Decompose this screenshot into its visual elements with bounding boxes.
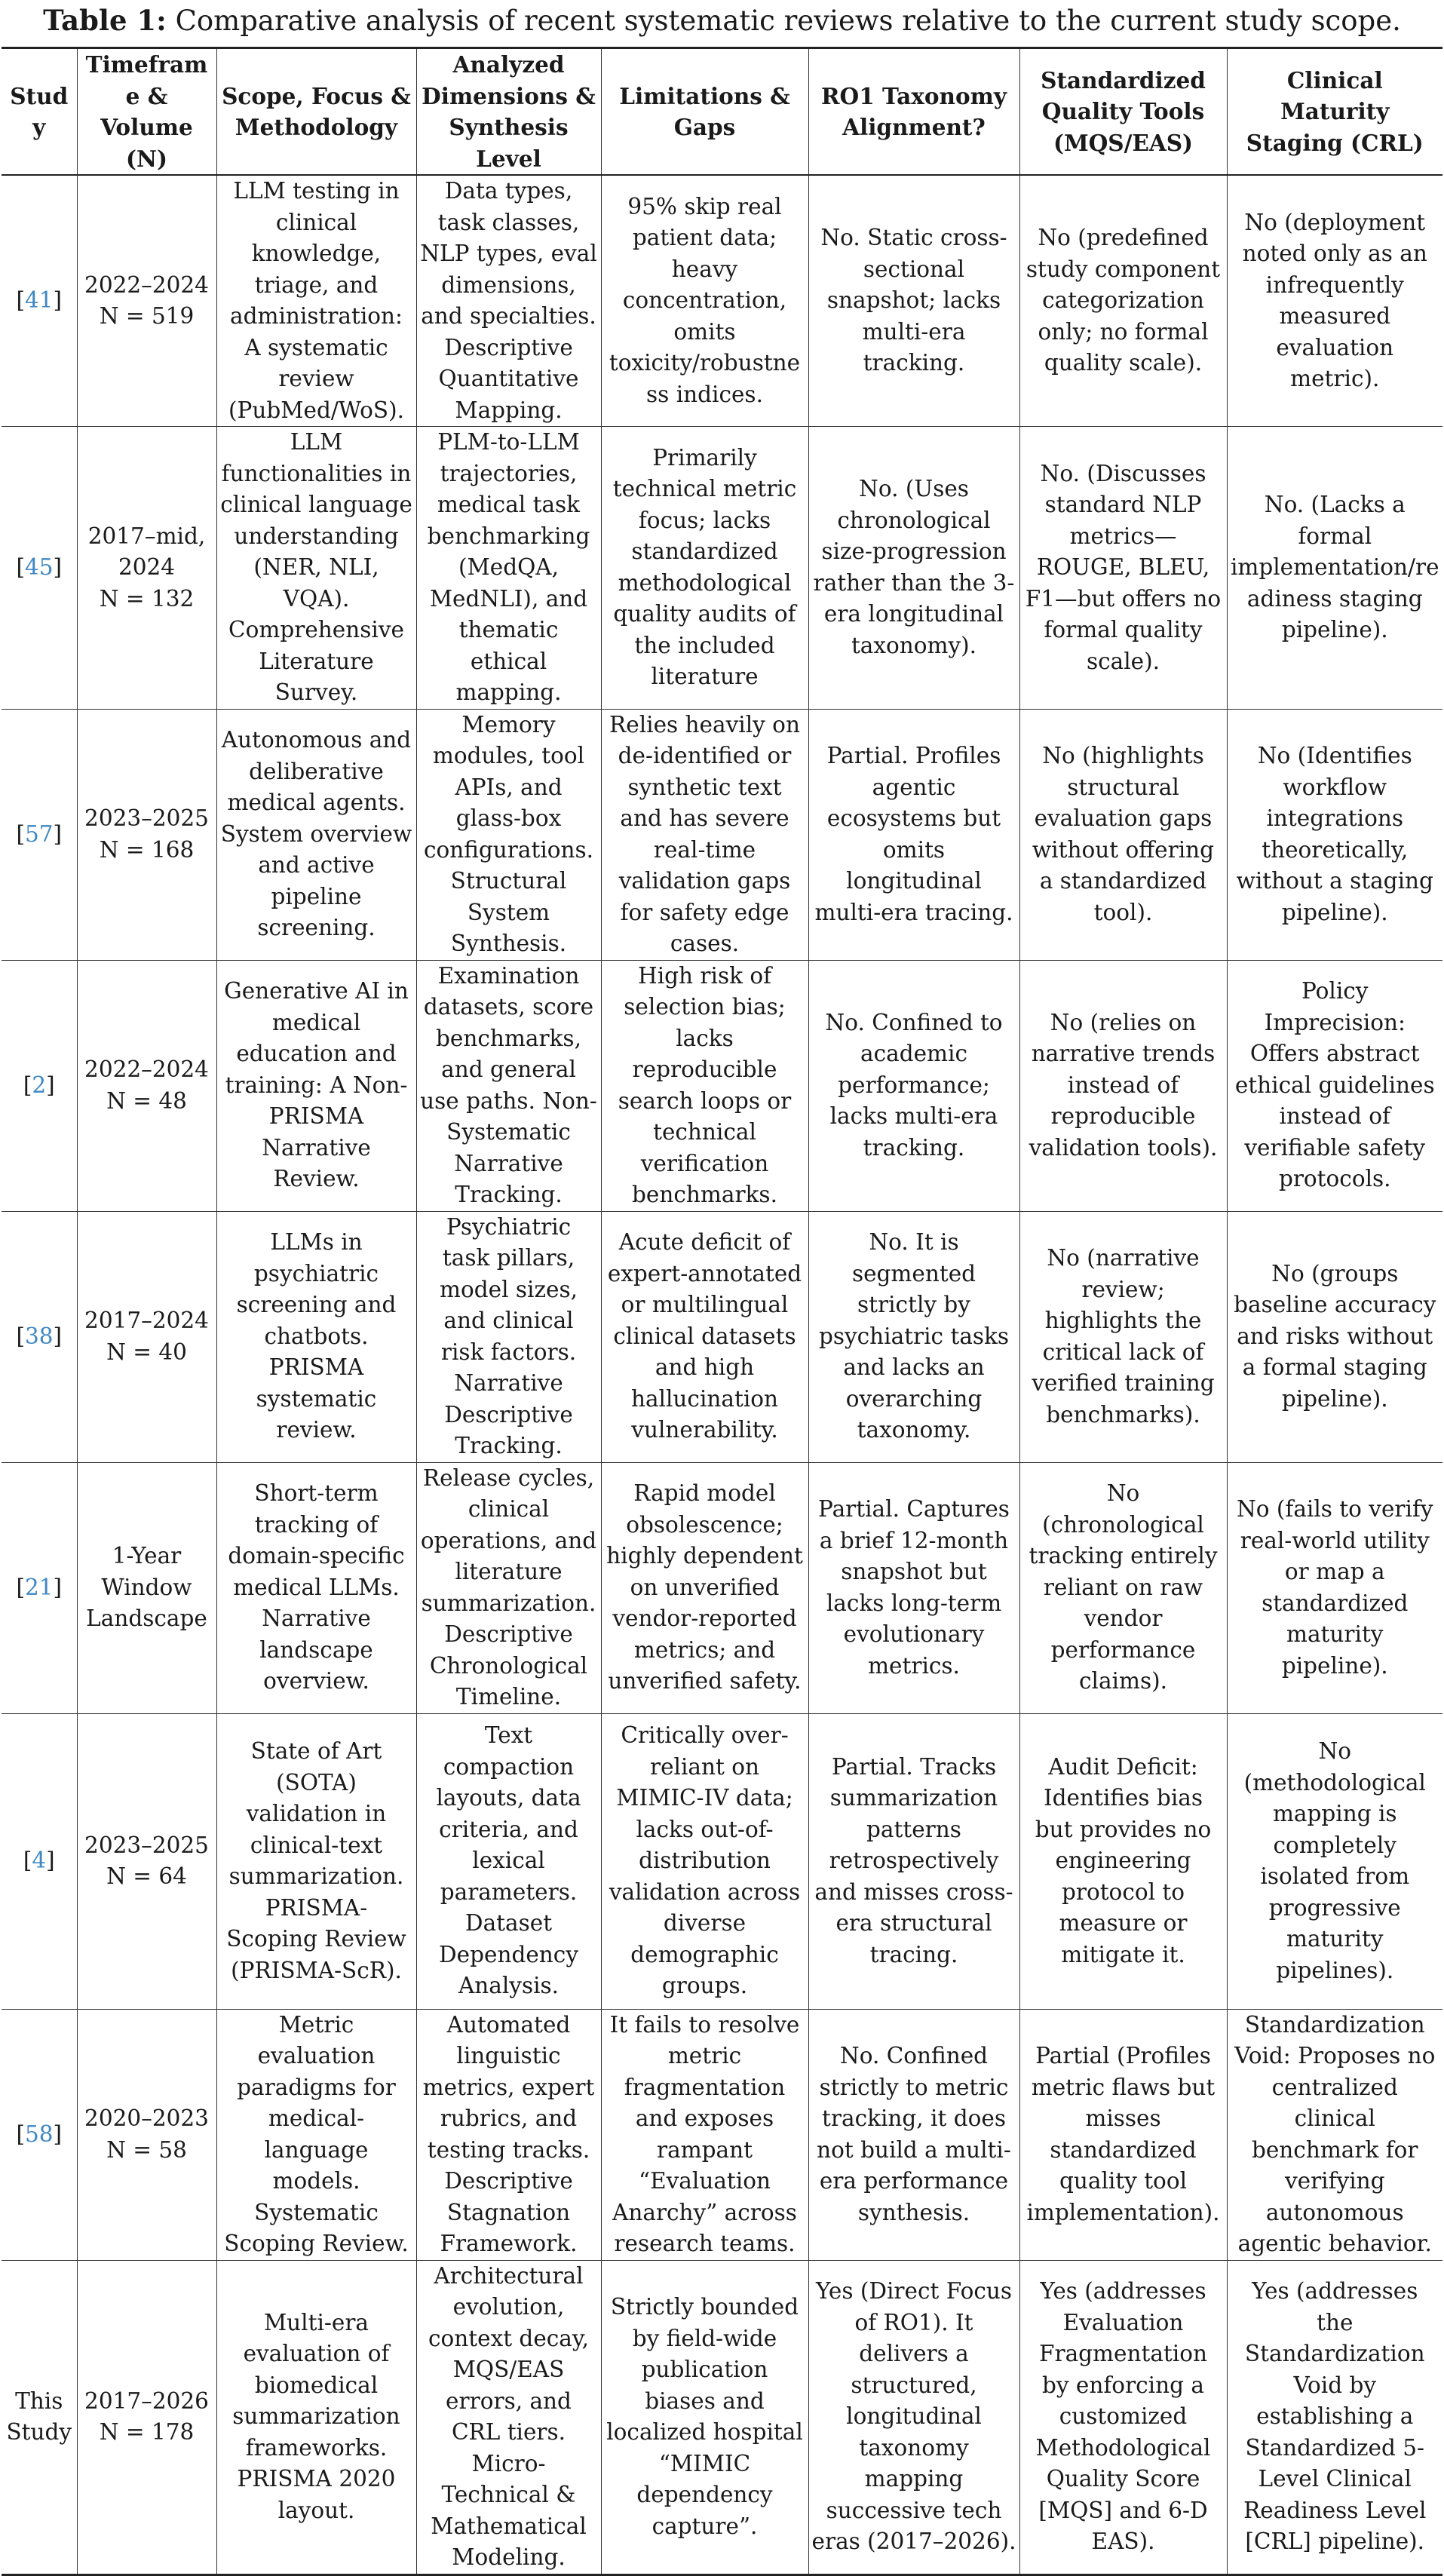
table-row <box>2 2009 1442 2260</box>
table-row <box>2 1211 1442 1462</box>
scope-cell: Multi-era evaluation of biomedical summarization frameworks. PRISMA 2020 layout. <box>216 2260 416 2574</box>
timeframe: 2017–2024 <box>84 1308 209 1333</box>
limitations-cell: 95% skip real patient data; heavy concentration, omits toxicity/robustness indices. <box>601 175 808 427</box>
timeframe-cell <box>77 709 216 960</box>
citation-link[interactable]: 2 <box>32 1072 47 1098</box>
table-row <box>2 709 1442 960</box>
column-header-maturity: Clinical Maturity Staging (CRL) <box>1227 48 1442 176</box>
dimensions-cell: Psychiatric task pillars, model sizes, and clinical risk factors. Narrative Descriptive Tracking. <box>416 1211 601 1462</box>
taxonomy-cell: Partial. Captures a brief 12-month snapshot but lacks long-term evolutionary metrics. <box>808 1462 1019 1713</box>
maturity-cell: No (Identifies workflow integrations theoretically, without a staging pipeline). <box>1227 709 1442 960</box>
timeframe-cell <box>77 175 216 427</box>
limitations-cell: Rapid model obsolescence; highly dependent on unverified vendor-reported metrics; and unverified safety. <box>601 1462 808 1713</box>
timeframe: 2023–2025 <box>84 1832 209 1858</box>
limitations-cell: It fails to resolve metric fragmentation and exposes rampant “Evaluation Anarchy” across research teams. <box>601 2009 808 2260</box>
timeframe: 2022–2024 <box>84 271 209 298</box>
comparison-table <box>2 47 1442 2576</box>
column-header-quality-tools: Standardized Quality Tools (MQS/EAS) <box>1019 48 1227 176</box>
table-row <box>2 960 1442 1211</box>
limitations-cell: High risk of selection bias; lacks reproducible search loops or technical verification benchmarks. <box>601 960 808 1211</box>
citation-link[interactable]: 45 <box>24 554 54 580</box>
column-header-timeframe: Timeframe & Volume (N) <box>77 48 216 176</box>
study-cell: [38] <box>16 1323 63 1349</box>
citation-link[interactable]: 21 <box>24 1574 54 1600</box>
taxonomy-cell: No. It is segmented strictly by psychiatric tasks and lacks an overarching taxonomy. <box>808 1211 1019 1462</box>
timeframe: 2023–2025 <box>84 805 209 831</box>
scope-cell: LLM testing in clinical knowledge, triage, and administration: A systematic review (PubMed/WoS). <box>216 175 416 427</box>
scope-cell: Metric evaluation paradigms for medical-language models. Systematic Scoping Review. <box>216 2009 416 2260</box>
timeframe-cell <box>77 1462 216 1713</box>
scope-cell: LLMs in psychiatric screening and chatbots. PRISMA systematic review. <box>216 1211 416 1462</box>
quality-cell: No (highlights structural evaluation gaps without offering a standardized tool). <box>1019 709 1227 960</box>
scope-cell: LLM functionalities in clinical language understanding (NER, NLI, VQA). Comprehensive Literature Survey. <box>216 427 416 710</box>
timeframe: 2020–2023 <box>84 2105 209 2131</box>
volume: N = 58 <box>106 2136 187 2163</box>
volume: N = 40 <box>106 1339 187 1365</box>
limitations-cell: Strictly bounded by field-wide publication biases and localized hospital “MIMIC dependency capture”. <box>601 2260 808 2574</box>
study-cell: [2] <box>23 1072 55 1098</box>
column-header-study: Study <box>10 82 69 140</box>
volume: N = 168 <box>99 836 195 863</box>
volume: N = 48 <box>106 1087 187 1114</box>
limitations-cell: Acute deficit of expert-annotated or multilingual clinical datasets and high hallucination vulnerability. <box>601 1211 808 1462</box>
citation-link[interactable]: 57 <box>24 820 54 847</box>
dimensions-cell: Architectural evolution, context decay, MQS/EAS errors, and CRL tiers. Micro-Technical & Mathematical Modeling. <box>416 2260 601 2574</box>
study-cell: [58] <box>16 2121 63 2147</box>
timeframe: 2022–2024 <box>84 1056 209 1082</box>
maturity-cell: No (fails to verify real-world utility or map a standardized maturity pipeline). <box>1227 1462 1442 1713</box>
column-header-dimensions: Analyzed Dimensions & Synthesis Level <box>416 48 601 176</box>
scope-cell: State of Art (SOTA) validation in clinical-text summarization. PRISMA-Scoping Review (PRISMA-ScR). <box>216 1713 416 2009</box>
caption-text: Comparative analysis of recent systematic reviews relative to the current study scope. <box>166 5 1401 37</box>
dimensions-cell: Text compaction layouts, data criteria, and lexical parameters. Dataset Dependency Analysis. <box>416 1713 601 2009</box>
citation-link[interactable]: 41 <box>24 287 54 314</box>
citation-link[interactable]: 4 <box>32 1848 47 1874</box>
quality-cell: Partial (Profiles metric flaws but misses standardized quality tool implementation). <box>1019 2009 1227 2260</box>
limitations-cell: Primarily technical metric focus; lacks standardized methodological quality audits of the included literature <box>601 427 808 710</box>
study-cell: [41] <box>16 287 63 314</box>
maturity-cell: No (deployment noted only as an infrequently measured evaluation metric). <box>1227 175 1442 427</box>
column-header-scope: Scope, Focus & Methodology <box>216 48 416 176</box>
timeframe: 1-Year Window <box>101 1543 192 1600</box>
dimensions-cell: Release cycles, clinical operations, and literature summarization. Descriptive Chronological Timeline. <box>416 1462 601 1713</box>
taxonomy-cell: No. Confined to academic performance; lacks multi-era tracking. <box>808 960 1019 1211</box>
citation-link[interactable]: 58 <box>24 2121 54 2147</box>
table-row <box>2 2260 1442 2574</box>
timeframe-cell <box>77 960 216 1211</box>
scope-cell: Generative AI in medical education and training: A Non-PRISMA Narrative Review. <box>216 960 416 1211</box>
scope-cell: Short-term tracking of domain-specific medical LLMs. Narrative landscape overview. <box>216 1462 416 1713</box>
dimensions-cell: Memory modules, tool APIs, and glass-box configurations. Structural System Synthesis. <box>416 709 601 960</box>
citation-link[interactable]: 38 <box>24 1323 54 1349</box>
timeframe: 2017–mid, 2024 <box>87 523 206 580</box>
dimensions-cell: Examination datasets, score benchmarks, and general use paths. Non-Systematic Narrative Tracking. <box>416 960 601 1211</box>
quality-cell: No (relies on narrative trends instead of reproducible validation tools). <box>1019 960 1227 1211</box>
volume: N = 64 <box>106 1863 187 1889</box>
maturity-cell: No. (Lacks a formal implementation/readiness staging pipeline). <box>1227 427 1442 710</box>
study-cell: [57] <box>16 820 63 847</box>
column-header-limitations: Limitations & Gaps <box>601 48 808 176</box>
maturity-cell: No (methodological mapping is completely isolated from progressive maturity pipelines). <box>1227 1713 1442 2009</box>
volume: N = 178 <box>99 2419 195 2445</box>
maturity-cell: Yes (addresses the Standardization Void by establishing a Standardized 5-Level Clinical Readiness Level [CRL] pipeline). <box>1227 2260 1442 2574</box>
volume: Landscape <box>86 1605 207 1632</box>
volume: N = 519 <box>99 303 195 329</box>
dimensions-cell: Data types, task classes, NLP types, eval dimensions, and specialties. Descriptive Quantitative Mapping. <box>416 175 601 427</box>
taxonomy-cell: Partial. Tracks summarization patterns retrospectively and misses cross-era structural tracing. <box>808 1713 1019 2009</box>
table-row <box>2 1713 1442 2009</box>
table-row <box>2 1462 1442 1713</box>
taxonomy-cell: Yes (Direct Focus of RO1). It delivers a structured, longitudinal taxonomy mapping successive tech eras (2017–2026). <box>808 2260 1019 2574</box>
table-row <box>2 427 1442 710</box>
timeframe-cell <box>77 2260 216 2574</box>
table-caption <box>2 0 1442 47</box>
taxonomy-cell: No. Static cross-sectional snapshot; lacks multi-era tracking. <box>808 175 1019 427</box>
maturity-cell: Policy Imprecision: Offers abstract ethical guidelines instead of verifiable safety protocols. <box>1227 960 1442 1211</box>
quality-cell: Audit Deficit: Identifies bias but provides no engineering protocol to measure or mitigate it. <box>1019 1713 1227 2009</box>
study-cell: [21] <box>16 1574 63 1600</box>
timeframe-cell <box>77 1211 216 1462</box>
scope-cell: Autonomous and deliberative medical agents. System overview and active pipeline screening. <box>216 709 416 960</box>
timeframe-cell <box>77 2009 216 2260</box>
quality-cell: No. (Discusses standard NLP metrics—ROUGE, BLEU, F1—but offers no formal quality scale). <box>1019 427 1227 710</box>
taxonomy-cell: No. (Uses chronological size-progression rather than the 3-era longitudinal taxonomy). <box>808 427 1019 710</box>
taxonomy-cell: Partial. Profiles agentic ecosystems but omits longitudinal multi-era tracing. <box>808 709 1019 960</box>
maturity-cell: No (groups baseline accuracy and risks without a formal staging pipeline). <box>1227 1211 1442 1462</box>
timeframe: 2017–2026 <box>84 2387 209 2414</box>
timeframe-cell <box>77 1713 216 2009</box>
caption-label: Table 1: <box>43 4 167 37</box>
header-row <box>2 48 1442 176</box>
maturity-cell: Standardization Void: Proposes no centralized clinical benchmark for verifying autonomous agentic behavior. <box>1227 2009 1442 2260</box>
table-row <box>2 175 1442 427</box>
quality-cell: No (predefined study component categorization only; no formal quality scale). <box>1019 175 1227 427</box>
quality-cell: Yes (addresses Evaluation Fragmentation by enforcing a customized Methodological Quality Score [MQS] and 6-D EAS). <box>1019 2260 1227 2574</box>
study-cell: [4] <box>23 1848 55 1874</box>
timeframe-cell <box>77 427 216 710</box>
taxonomy-cell: No. Confined strictly to metric tracking, it does not build a multi-era performance synthesis. <box>808 2009 1019 2260</box>
limitations-cell: Relies heavily on de-identified or synthetic text and has severe real-time validation gaps for safety edge cases. <box>601 709 808 960</box>
study-cell: [45] <box>16 554 63 580</box>
column-header-taxonomy: RO1 Taxonomy Alignment? <box>808 48 1019 176</box>
dimensions-cell: PLM-to-LLM trajectories, medical task benchmarking (MedQA, MedNLI), and thematic ethical mapping. <box>416 427 601 710</box>
volume: N = 132 <box>99 585 195 612</box>
limitations-cell: Critically over-reliant on MIMIC-IV data; lacks out-of-distribution validation across diverse demographic groups. <box>601 1713 808 2009</box>
study-cell: This Study <box>6 2387 72 2445</box>
quality-cell: No (narrative review; highlights the critical lack of verified training benchmarks). <box>1019 1211 1227 1462</box>
dimensions-cell: Automated linguistic metrics, expert rubrics, and testing tracks. Descriptive Stagnation Framework. <box>416 2009 601 2260</box>
quality-cell: No (chronological tracking entirely reliant on raw vendor performance claims). <box>1019 1462 1227 1713</box>
